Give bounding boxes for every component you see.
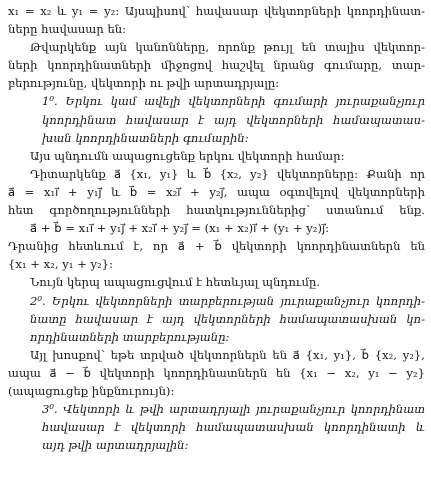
text-line: ների կոորդինատների միջոցով հաշվել նրանց գումարը, տար-	[8, 58, 425, 73]
text-line: Նույն կերպ ապացուցվում է հետևյալ պնդումը.	[30, 275, 321, 290]
text-line: Այլ խոսքով՝ եթե տրված վեկտորներն են a⃗ {x₁, y₁}, b⃗ {x₂, y₂},	[30, 347, 425, 362]
text-line: նատը հավասար է այդ վեկտորների համապատասխան կո-	[30, 311, 425, 326]
paragraph-coordinates-equal	[8, 2, 425, 38]
text-line: ապա a⃗ − b⃗ վեկտորի կոորդինատներն են {x₁ − x₂, y₁ − y₂}	[8, 365, 425, 380]
formula-line: a⃗ + b⃗ = x₁i⃗ + y₁j⃗ + x₂i⃗ + y₂j⃗ = (x₁ + x₂)i⃗ + (y₁ + y₂)j⃗:	[30, 221, 330, 236]
text-line: կոորդինատ հավասար է այդ վեկտորների համապատաս-	[42, 112, 425, 127]
text-line: (ապացուցեք ինքնուրույն):	[8, 383, 175, 398]
paragraph-rules-intro	[8, 38, 425, 92]
text-line: բերությունը, վեկտորի ու թվի արտադրյալը:	[8, 76, 280, 91]
text-line: որդինատների տարբերությանը:	[30, 329, 230, 344]
text-line: հետ գործողությունների հատկություններից՝ ստանում ենք.	[8, 203, 425, 218]
text-line: 1⁰. Երկու կամ ավելի վեկտորների գումարի յուրաքանչյուր	[42, 94, 425, 109]
text-line: ները հավասար են:	[8, 22, 127, 37]
text-line: Թվարկենք այն կանոնները, որոնք թույլ են տալիս վեկտոր-	[30, 40, 425, 55]
text-line: x₁ = x₂ և y₁ = y₂: Այսպիսով՝ հավասար վեկտորների կոորդինատ-	[8, 4, 425, 18]
text-line: a⃗ = x₁i⃗ + y₁j⃗ և b⃗ = x₂i⃗ + y₂j⃗, ապա օգտվելով վեկտորների	[8, 184, 425, 199]
text-line: Դիտարկենք a⃗ {x₁, y₁} և b⃗ {x₂, y₂} վեկտորները: Քանի որ	[30, 166, 425, 181]
paragraph-proof	[8, 165, 425, 274]
rule-3-scalar-product	[8, 400, 425, 454]
paragraph-similarly	[8, 273, 425, 291]
text-line: 3⁰. Վեկտորի և թվի արտադրյալի յուրաքանչյուր կոորդինատ	[42, 402, 425, 417]
text-line: Դրանից հետևում է, որ a⃗ + b⃗ վեկտորի կոորդինատներն են	[8, 239, 425, 254]
paragraph-proof-intro	[8, 147, 425, 165]
text-line: {x₁ + x₂, y₁ + y₂}:	[8, 257, 113, 272]
text-line: 2⁰. Երկու վեկտորների տարբերության յուրաքանչյուր կոորդի-	[30, 293, 425, 308]
rule-2-difference	[8, 292, 425, 346]
paragraph-in-other-words	[8, 346, 425, 400]
rule-1-sum	[8, 92, 425, 146]
text-line: խան կոորդինատների գումարին:	[42, 130, 249, 145]
text-line: հավասար է վեկտորի համապատասխան կոորդինատի և	[42, 420, 425, 435]
text-line: այդ թվի արտադրյալին:	[42, 438, 189, 453]
text-line: Այս պնդումն ապացուցենք երկու վեկտորի համար:	[30, 148, 345, 163]
